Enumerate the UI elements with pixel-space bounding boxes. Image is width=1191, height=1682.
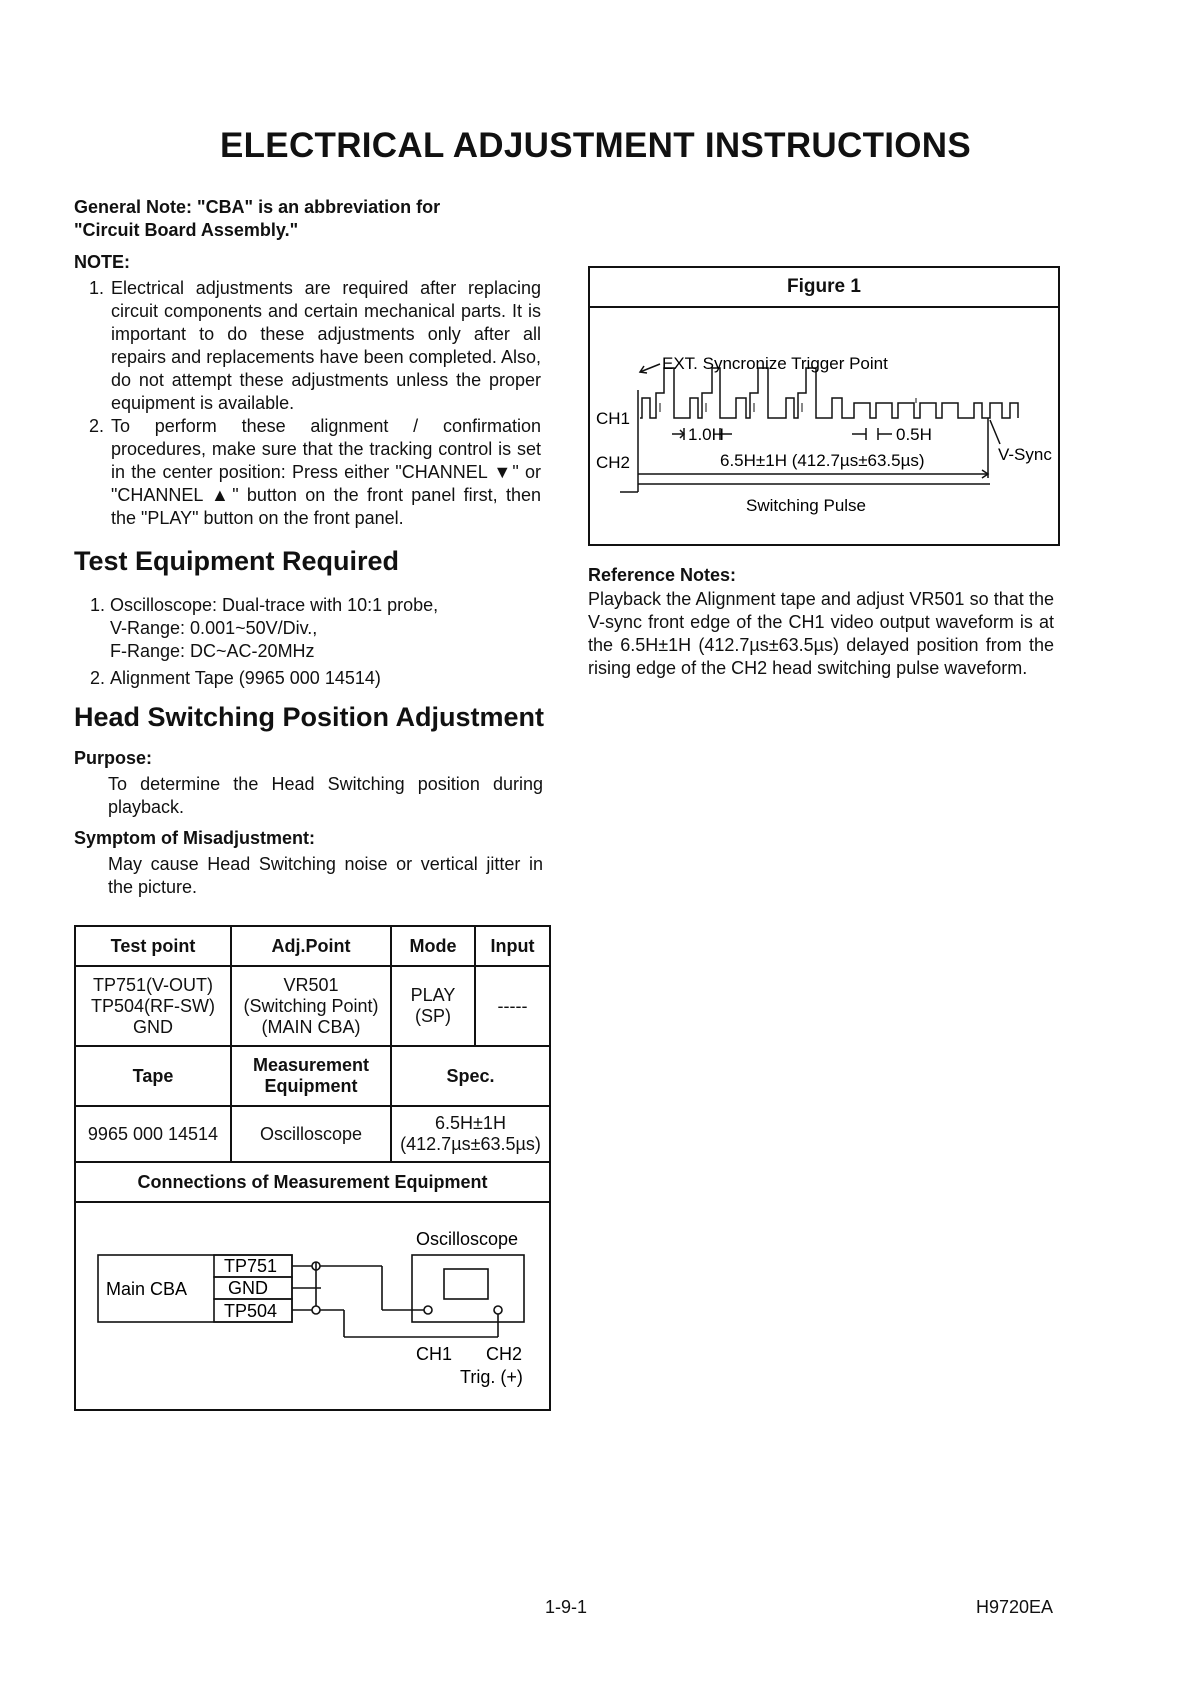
page-number: 1-9-1 [545,1597,588,1617]
general-note-line: "Circuit Board Assembly." [74,220,299,240]
th-tape: Tape [75,1046,231,1106]
notes-list [89,277,541,530]
item-line: V-Range: 0.001~50V/Div., [110,618,318,638]
tp504-label: TP504 [224,1301,278,1321]
cell-line: TP751(V-OUT) [92,974,214,995]
trig-label: Trig. (+) [460,1367,523,1387]
cell-tape: 9965 000 14514 [75,1106,231,1162]
cell-line: (SP) [415,1006,451,1026]
th-mode: Mode [391,926,475,966]
item-number: 2. [90,668,106,688]
cell-test-points [75,966,231,1046]
oscilloscope-screen [444,1269,488,1299]
cell-mode [391,966,475,1046]
item-line: Oscilloscope: Dual-trace with 10:1 probe, [110,595,439,615]
cell-input: ----- [475,966,550,1046]
purpose-text: To determine the Head Switching position during playback. [108,774,543,817]
th-connections: Connections of Measurement Equipment [75,1162,550,1202]
test-equipment-heading: Test Equipment Required [74,546,400,576]
trigger-label: EXT. Syncronize Trigger Point [662,354,888,373]
cell-line: TP504(RF-SW) [90,995,215,1016]
cell-line: GND [133,1016,173,1037]
page-title: ELECTRICAL ADJUSTMENT INSTRUCTIONS [219,126,972,165]
ch2-label: CH2 [596,453,631,472]
oscilloscope-label: Oscilloscope [416,1229,519,1249]
cell-line: Measurement [252,1055,370,1075]
figure-title: Figure 1 [590,268,1058,308]
cell-adj-point [231,966,391,1046]
cell-line: 6.5H±1H [435,1113,506,1133]
t1-label: 1.0H [688,425,724,444]
list-item [90,667,550,690]
cell-spec [391,1106,550,1162]
connection-diagram-cell [75,1202,550,1410]
switching-label: Switching Pulse [746,496,867,515]
gnd-label: GND [228,1278,268,1298]
note-heading: NOTE: [74,252,130,272]
document-code: H9720EA [976,1597,1054,1617]
th-adj-point: Adj.Point [231,926,391,966]
test-equipment-list [90,594,550,690]
item-number: 1. [90,595,106,615]
cell-line: (412.7µs±63.5µs) [400,1134,541,1154]
cell-line: (MAIN CBA) [261,1016,361,1037]
th-spec: Spec. [391,1046,550,1106]
note-number: 2. [89,416,105,436]
th-input: Input [475,926,550,966]
ch1-waveform [640,368,1018,418]
note-text: To perform these alignment / confirmation procedures, make sure that the tracking control is set in the center position: Press either "CHANNEL ▼" or "CHANNEL ▲" button on the front panel first, then the "PLAY" button on the front panel. [111,416,541,528]
reference-text: Playback the Alignment tape and adjust VR501 so that the V-sync front edge of the CH1 video output waveform is at the 6.5H±1H (412.7µs±63.5µs) delayed position from the rising edge of the CH2 head switching pulse waveform. [588,589,1054,678]
item-line: F-Range: DC~AC-20MHz [110,641,315,661]
list-item [90,594,550,663]
figure-1 [588,266,1060,546]
general-note [74,196,554,242]
ch1-label: CH1 [596,409,631,428]
cell-equipment: Oscilloscope [231,1106,391,1162]
symptom-label: Symptom of Misadjustment: [74,828,316,848]
ch1-label: CH1 [416,1344,453,1364]
general-note-line: General Note: "CBA" is an abbreviation for [74,197,441,217]
th-measurement-equipment [231,1046,391,1106]
symptom-text: May cause Head Switching noise or vertical jitter in the picture. [108,854,543,897]
tp751-label: TP751 [224,1256,278,1276]
cell-line: VR501 [283,974,339,995]
list-item [89,415,541,530]
note-number: 1. [89,278,105,298]
purpose-label: Purpose: [74,748,153,768]
cell-line: PLAY [410,985,456,1005]
main-cba-label: Main CBA [106,1279,188,1299]
head-switching-heading: Head Switching Position Adjustment [74,702,545,732]
note-text: Electrical adjustments are required after replacing circuit components and certain mechanical parts. It is important to do these adjustments only after all repairs and replacements have been completed. Also, do not attempt these adjustments unless the proper equipment is available. [111,278,541,413]
reference-heading: Reference Notes: [588,565,737,585]
item-line: Alignment Tape (9965 000 14514) [110,668,381,688]
ch2-label: CH2 [486,1344,523,1364]
connection-diagram [76,1203,549,1409]
adjustment-table [74,925,551,1411]
vsync-label: V-Sync [998,445,1052,464]
th-test-point: Test point [75,926,231,966]
list-item [89,277,541,415]
t2-label: 0.5H [896,425,932,444]
cell-line: (Switching Point) [243,995,379,1016]
cell-line: Equipment [264,1076,358,1096]
span-label: 6.5H±1H (412.7µs±63.5µs) [720,451,925,470]
waveform-diagram [590,308,1058,544]
